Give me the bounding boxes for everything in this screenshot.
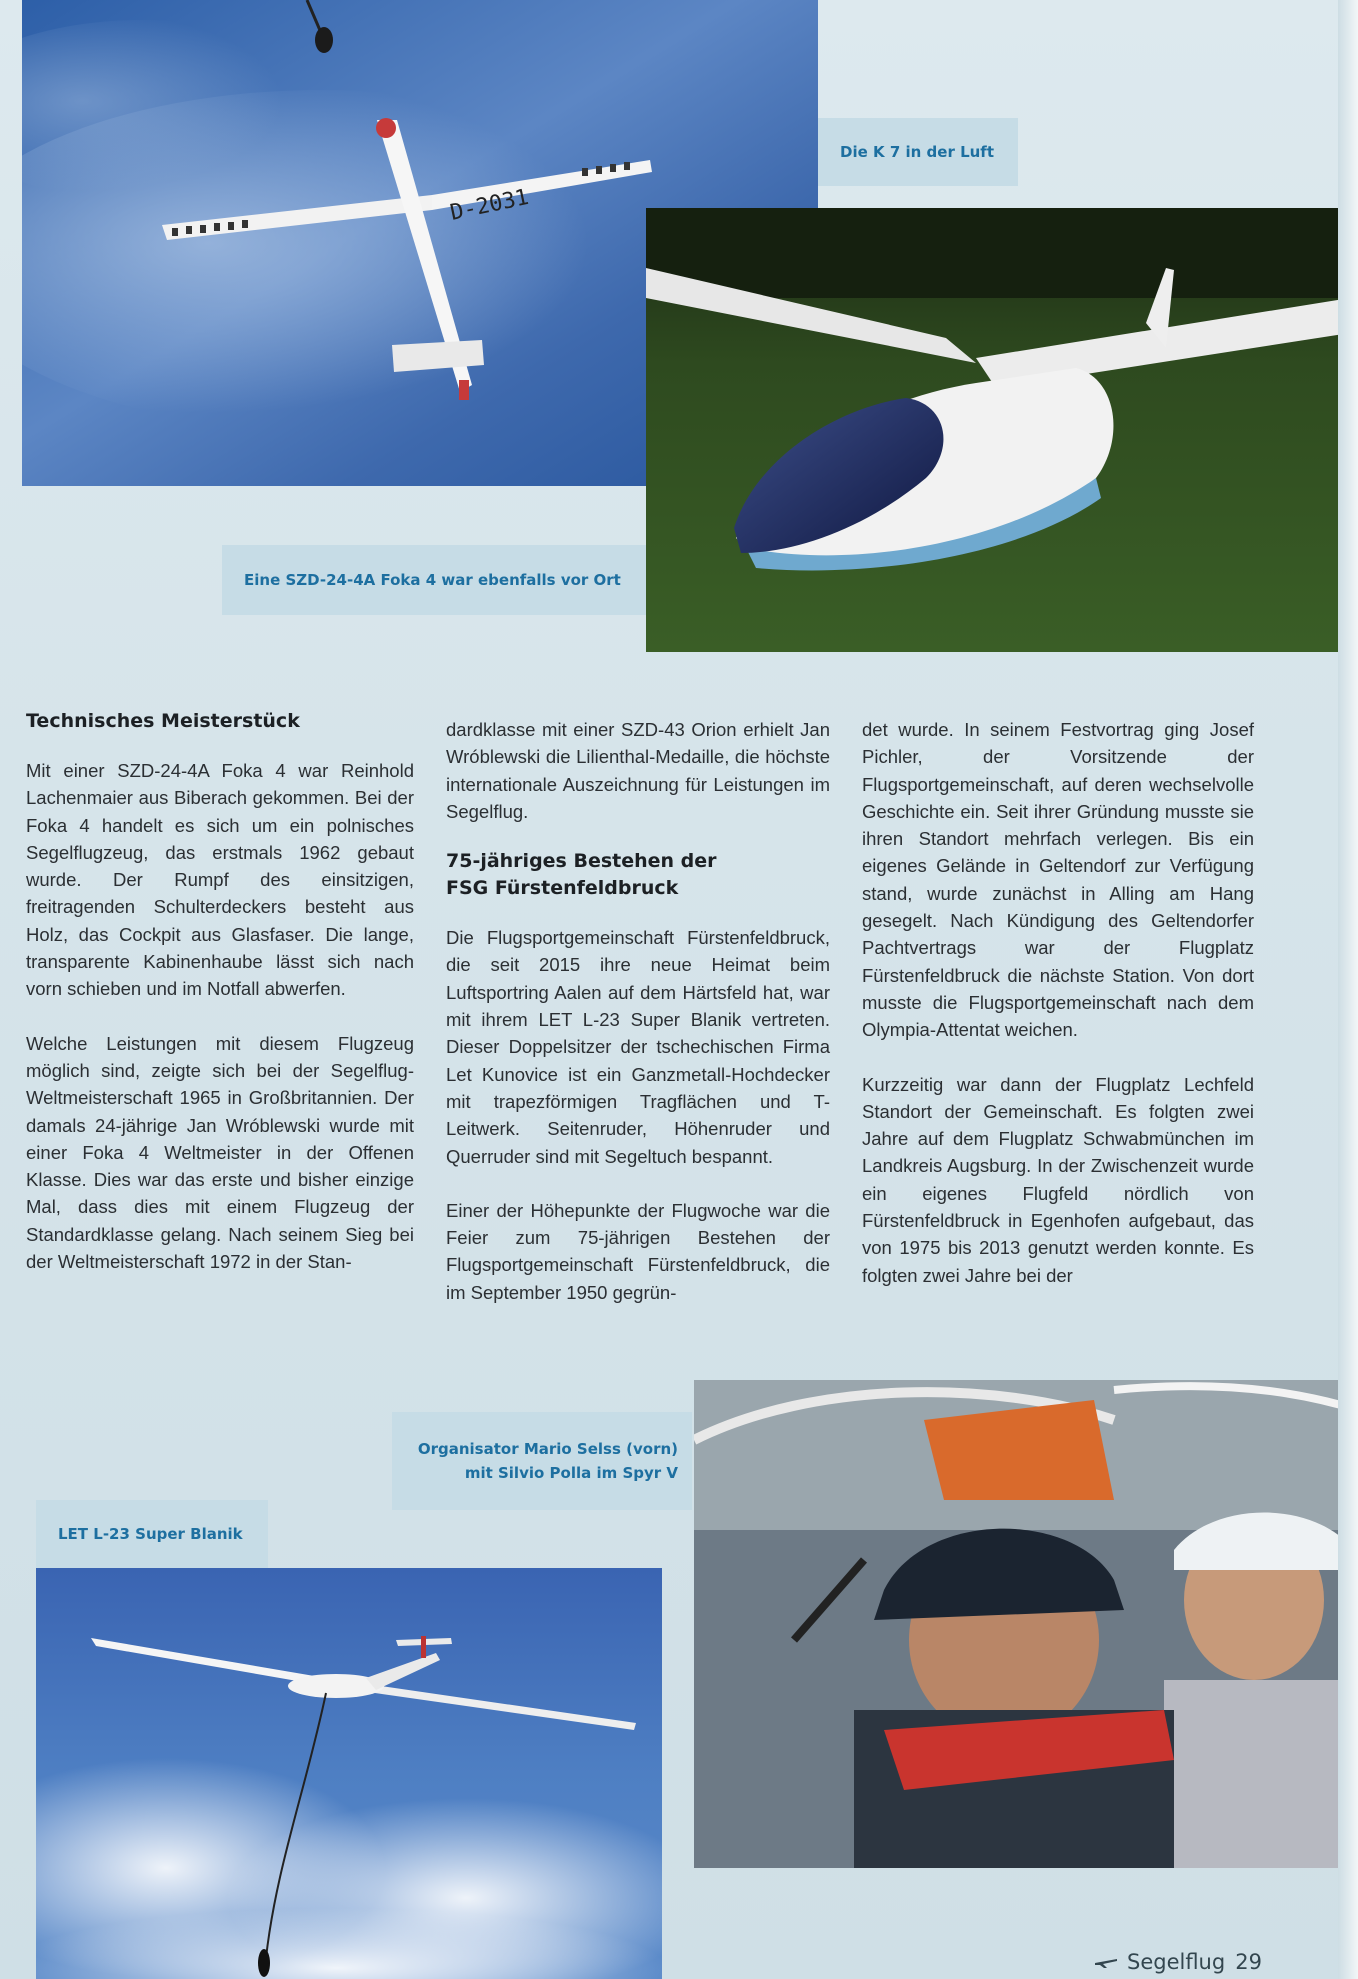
footer-page-number: 29 xyxy=(1235,1950,1262,1974)
caption-selss-line1: Organisator Mario Selss (vorn) xyxy=(417,1440,678,1458)
glider-registration: D-2031 xyxy=(448,184,531,226)
caption-foka4-text: Eine SZD-24-4A Foka 4 war ebenfalls vor Ort xyxy=(244,571,621,589)
caption-selss-line2: mit Silvio Polla im Spyr V xyxy=(464,1464,678,1482)
paragraph-feier-75-jahre: Einer der Höhepunkte der Flugwoche war die Feier zum 75-jährigen Bestehen der Flugsportgemeinschaft Fürstenfeldbruck, die im September 1950 gegrün- xyxy=(446,1199,830,1303)
caption-k7 xyxy=(818,118,1018,186)
photo-foka4-on-grass xyxy=(646,208,1350,652)
caption-super-blanik xyxy=(36,1500,268,1568)
pilots-illustration xyxy=(694,1380,1358,1868)
article-column-3 xyxy=(862,716,1254,1316)
heading-technisches-meisterstueck: Technisches Meisterstück xyxy=(26,710,300,732)
paragraph-super-blanik: Die Flugsportgemeinschaft Fürstenfeldbruck, die seit 2015 ihre neue Heimat beim Luftsportring Aalen auf dem Härtsfeld hat, war mit ihrem LET L-23 Super Blanik vertreten. Dieser Doppelsitzer der tschechischen Firma Let Kunovice ist ein Ganzmetall-Hochdecker mit trapezförmigen Tragflächen und T-Leitwerk. Seitenruder, Höhenruder und Querruder sind mit Segeltuch bespannt. xyxy=(446,927,830,1167)
article-column-2 xyxy=(446,716,830,1333)
caption-selss-polla xyxy=(392,1412,692,1510)
paragraph-festvortrag: det wurde. In seinem Festvortrag ging Josef Pichler, der Vorsitzende der Flugsportgemeinschaft, auf deren wechselvolle Geschichte ein. Seit ihrer Gründung musste sie ihren Standort mehrfach verlegen. Bis ein eigenes Gelände in Geltendorf zur Verfügung stand, wurde zunächst in Alling am Hang gesegelt. Nach Kündigung des Geltendorfer Pachtvertrags war der Flugplatz Fürstenfeldbruck die nächste Station. Von dort musste die Flugsportgemeinschaft nach dem Olympia-Attentat weichen. xyxy=(862,719,1254,1041)
article-column-1 xyxy=(26,708,414,1302)
paragraph-weltmeisterschaft: Welche Leistungen mit diesem Flugzeug möglich sind, zeigte sich bei der Segelflug-Weltmeisterschaft 1965 in Großbritannien. Der damals 24-jährige Jan Wróblewski wurde mit einer Foka 4 Weltmeister in der Offenen Klasse. Dies war das erste und bisher einzige Mal, dass dies mit einem Flugzeug der Standardklasse gelang. Nach seinem Sieg bei der Weltmeisterschaft 1972 in der Stan- xyxy=(26,1032,414,1273)
caption-foka4 xyxy=(222,545,646,615)
heading-75-jahre-fsg xyxy=(446,848,830,902)
page-footer xyxy=(1095,1950,1262,1974)
glider-logo-icon xyxy=(1095,1950,1117,1974)
photo-selss-polla-cockpit xyxy=(694,1380,1358,1868)
photo-super-blanik xyxy=(36,1568,662,1979)
glider-blanik-illustration xyxy=(36,1568,662,1979)
paragraph-standorte: Kurzzeitig war dann der Flugplatz Lechfeld Standort der Gemeinschaft. Es folgten zwei Jahre auf dem Flugplatz Schwabmünchen im Landkreis Augsburg. In der Zwischenzeit wurde ein eigenes Flugfeld nördlich von Fürstenfeldbruck in Egenhofen aufgebaut, das von 1975 bis 2013 genutzt werden konnte. Es folgten zwei Jahre bei der xyxy=(862,1073,1254,1286)
page-edge-shadow xyxy=(1338,0,1358,1979)
glider-foka4-illustration xyxy=(646,208,1350,652)
heading-75-jahre-line1: 75-jähriges Bestehen der xyxy=(446,850,717,873)
footer-magazine-name: Segelflug xyxy=(1127,1950,1226,1974)
paragraph-lilienthal-medaille: dardklasse mit einer SZD-43 Orion erhielt Jan Wróblewski die Lilienthal-Medaille, die höchste internationale Auszeichnung für Leistungen im Segelflug. xyxy=(446,719,830,822)
paragraph-foka4-intro: Mit einer SZD-24-4A Foka 4 war Reinhold Lachenmaier aus Biberach gekommen. Bei der Foka 4 handelt es sich um ein polnisches Segelflugzeug, das erstmals 1962 gebaut wurde. Der Rumpf des einsitzigen, freitragenden Schulterdeckers besteht aus Holz, das Cockpit aus Glasfaser. Die lange, transparente Kabinenhaube lässt sich nach vorn schieben und im Notfall abwerfen. xyxy=(26,760,414,1000)
caption-k7-text: Die K 7 in der Luft xyxy=(840,143,994,161)
heading-75-jahre-line2: FSG Fürstenfeldbruck xyxy=(446,877,679,900)
caption-super-blanik-text: LET L-23 Super Blanik xyxy=(58,1525,243,1543)
